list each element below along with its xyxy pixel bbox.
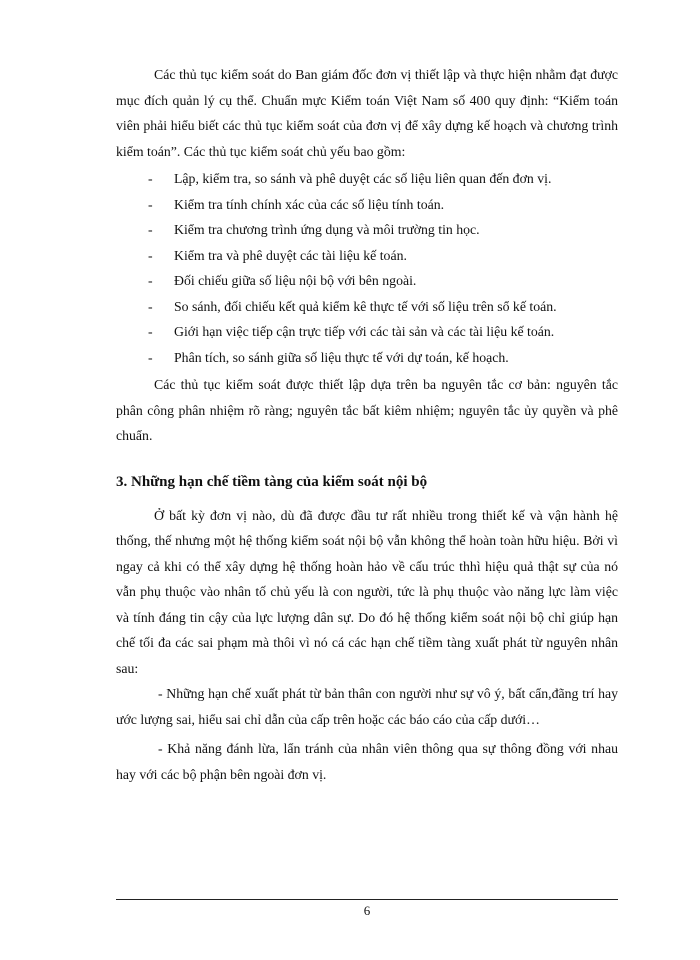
bullet-dash: - [148, 349, 153, 365]
list-item [116, 166, 618, 192]
bullet-dash: - [148, 171, 153, 186]
principles-paragraph: Các thủ tục kiểm soát được thiết lập dựa trên ba nguyên tắc cơ bản: nguyên tắc phân công phân nhiệm rõ ràng; nguyên tắc bất kiêm nhiệm; nguyên tắc ủy quyền và phê chuẩn. [116, 377, 618, 443]
limitation-point-human-error: - Những hạn chế xuất phát từ bản thân con người như sự vô ý, bất cẩn,đãng trí hay ước lượng sai, hiểu sai chỉ dẫn của cấp trên hoặc các báo cáo của cấp dưới… [116, 686, 618, 727]
list-item-text: Kiểm tra tính chính xác của các số liệu tính toán. [174, 196, 445, 212]
page-number: 6 [363, 903, 371, 918]
list-item [116, 243, 618, 269]
limitations-paragraph: Ở bất kỳ đơn vị nào, dù đã được đầu tư rất nhiều trong thiết kế và vận hành hệ thống, thế nhưng một hệ thống kiểm soát nội bộ vẫn không thể hoàn toàn hữu hiệu. Bởi vì ngay cả khi có thể xây dựng hệ thống hoàn hảo về cấu trúc thhì hiệu quả thật sự của nó vẫn phụ thuộc vào nhân tố chủ yếu là con người, tức là phụ thuộc vào năng lực làm việc và tính đáng tin cậy của lực lượng dân sự. Do đó hệ thống kiểm soát nội bộ chỉ giúp hạn chế tối đa các sai phạm mà thôi vì nó cá các hạn chế tiềm tàng xuất phát từ nguyên nhân sau: [116, 507, 618, 676]
list-item-text: So sánh, đối chiếu kết quả kiểm kê thực tế với số liệu trên sổ kế toán. [174, 298, 557, 314]
list-item-text: Đối chiếu giữa số liệu nội bộ với bên ngoài. [174, 273, 417, 288]
bullet-dash: - [148, 324, 153, 339]
bullet-dash: - [148, 298, 153, 314]
list-item [116, 217, 618, 243]
page-content [116, 62, 618, 787]
list-item [116, 192, 618, 218]
list-item-text: Giới hạn việc tiếp cận trực tiếp với các tài sản và các tài liệu kế toán. [174, 324, 555, 339]
bullet-dash: - [148, 273, 153, 288]
list-item-text: Kiểm tra và phê duyệt các tài liệu kế toán. [174, 247, 407, 263]
limitation-point-collusion: - Khả năng đánh lừa, lẩn tránh của nhân viên thông qua sự thông đồng với nhau hay với các bộ phận bên ngoài đơn vị. [116, 741, 618, 782]
list-item [116, 268, 618, 294]
bullet-dash: - [148, 196, 153, 212]
bullet-dash: - [148, 247, 153, 263]
list-item [116, 319, 618, 345]
intro-paragraph: Các thủ tục kiểm soát do Ban giám đốc đơn vị thiết lập và thực hiện nhằm đạt được mục đích quản lý cụ thể. Chuẩn mực Kiểm toán Việt Nam số 400 quy định: “Kiểm toán viên phải hiểu biết các thủ tục kiểm soát của đơn vị để xây dựng kế hoạch và chương trình kiểm toán”. Các thủ tục kiểm soát chủ yếu bao gồm: [116, 67, 618, 159]
bullet-dash: - [148, 222, 153, 237]
control-procedures-list [116, 166, 618, 370]
list-item [116, 294, 618, 320]
section-heading: 3. Những hạn chế tiềm tàng của kiểm soát nội bộ [116, 473, 428, 490]
list-item-text: Lập, kiểm tra, so sánh và phê duyệt các số liệu liên quan đến đơn vị. [174, 171, 552, 186]
footer-divider [116, 899, 618, 900]
list-item-text: Phân tích, so sánh giữa số liệu thực tế với dự toán, kế hoạch. [174, 349, 509, 365]
list-item [116, 345, 618, 371]
list-item-text: Kiểm tra chương trình ứng dụng và môi trường tin học. [174, 222, 480, 237]
